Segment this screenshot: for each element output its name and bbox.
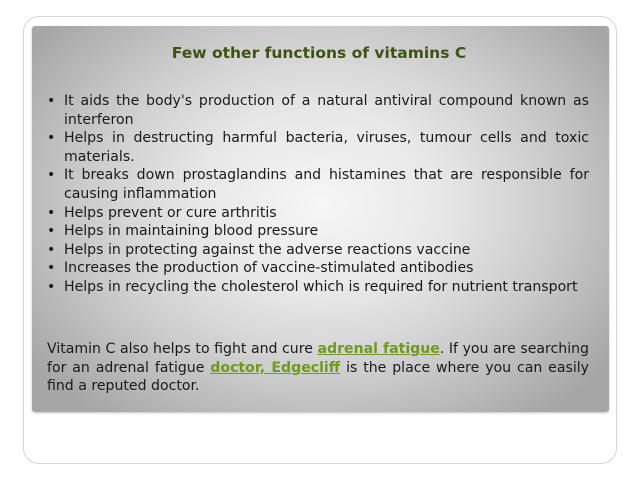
bullet-item: [47, 129, 589, 166]
slide-title: Few other functions of vitamins C: [171, 44, 467, 62]
bullet-item: [47, 222, 589, 241]
bullet-item: [47, 204, 589, 223]
bullet-marker: •: [47, 278, 56, 295]
bullet-marker: •: [47, 93, 56, 109]
paragraph-text: Vitamin C also helps to fight and cure: [47, 341, 318, 357]
bullet-marker: •: [47, 204, 56, 221]
doctor-edgecliff-link[interactable]: doctor, Edgecliff: [210, 359, 341, 376]
bullet-item: [47, 241, 589, 260]
bullet-item: [47, 278, 589, 297]
bullet-item: [47, 259, 589, 278]
bullet-text: Helps prevent or cure arthritis: [64, 204, 277, 221]
paragraph-text: is the place where you can easily find a reputed doctor.: [47, 359, 589, 395]
closing-paragraph: [47, 340, 589, 396]
bullet-marker: •: [47, 167, 56, 184]
bullet-text: Helps in destructing harmful bacteria, viruses, tumour cells and toxic materials.: [64, 130, 589, 165]
bullet-marker: •: [47, 260, 56, 277]
bullet-item: [47, 166, 589, 203]
bullet-text: Increases the production of vaccine-stimulated antibodies: [64, 260, 474, 277]
bullet-marker: •: [47, 241, 56, 258]
bullet-text: Helps in maintaining blood pressure: [64, 223, 319, 240]
paragraph-text: . If you are searching for an adrenal fatigue: [47, 341, 590, 376]
bullet-marker: •: [47, 130, 56, 147]
bullet-text: Helps in protecting against the adverse reactions vaccine: [64, 241, 471, 258]
bullet-text: It breaks down prostaglandins and histamines that are responsible for causing inflammation: [64, 167, 589, 202]
bullet-marker: •: [47, 223, 56, 240]
bullet-text: It aids the body's production of a natural antiviral compound known as interferon: [64, 93, 589, 128]
bullet-text: Helps in recycling the cholesterol which is required for nutrient transport: [64, 278, 578, 295]
bullet-item: [47, 92, 589, 129]
bullet-list: [47, 92, 589, 297]
adrenal-fatigue-link[interactable]: adrenal fatigue: [317, 341, 440, 357]
